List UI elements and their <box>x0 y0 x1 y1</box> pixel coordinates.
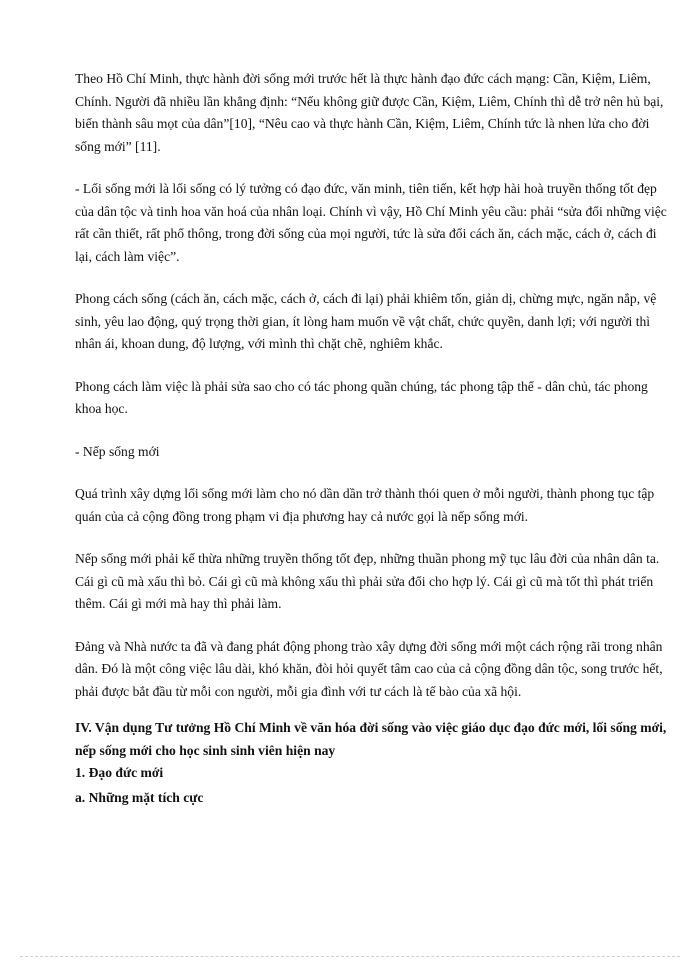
paragraph-ke-thua-truyen-thong: Nếp sống mới phải kế thừa những truyền thống tốt đẹp, những thuần phong mỹ tục lâu đời của nhân dân ta. Cái gì cũ mà xấu thì bỏ. Cái gì cũ mà không xấu thì phải sửa đổi cho hợp lý. Cái gì cũ mà tốt thì phát triển thêm. Cái gì mới mà hay thì phải làm. <box>75 551 660 611</box>
paragraph-qua-trinh-xay-dung: Quá trình xây dựng lối sống mới làm cho nó dần dần trở thành thói quen ở mỗi người, thành phong tục tập quán của cả cộng đồng trong phạm vi địa phương hay cả nước gọi là nếp sống mới. <box>75 486 655 524</box>
subheading-dao-duc-moi: 1. Đạo đức mới <box>75 765 164 780</box>
paragraph-phong-cach-lam-viec: Phong cách làm việc là phải sửa sao cho có tác phong quần chúng, tác phong tập thể - dân chủ, tác phong khoa học. <box>75 378 648 416</box>
section-heading-iv: IV. Vận dụng Tư tưởng Hồ Chí Minh về văn hóa đời sống vào việc giáo dục đạo đức mới, lối sống mới, nếp sống mới cho học sinh sinh viên hiện nay <box>75 720 667 758</box>
paragraph-can-kiem-liem-chinh: Theo Hồ Chí Minh, thực hành đời sống mới trước hết là thực hành đạo đức cách mạng: Cần, Kiệm, Liêm, Chính. Người đã nhiều lần khẳng định: “Nếu không giữ được Cần, Kiệm, Liêm, Chính thì dễ trở nên hủ bại, biến thành sâu mọt của dân”[10], “Nêu cao và thực hành Cần, Kiệm, Liêm, Chính tức là nhen lửa cho đời sống mới” [11]. <box>75 71 664 154</box>
document-page <box>75 68 667 811</box>
paragraph-nep-song-moi-label: - Nếp sống mới <box>75 443 160 459</box>
page-bottom-divider <box>20 956 680 957</box>
paragraph-dang-va-nha-nuoc: Đảng và Nhà nước ta đã và đang phát động phong trào xây dựng đời sống mới một cách rộng rãi trong nhân dân. Đó là một công việc lâu dài, khó khăn, đòi hỏi quyết tâm cao của cả cộng đồng dân tộc, song trước hết, phải được bắt đầu từ mỗi con người, mỗi gia đình với tư cách là tế bào của xã hội. <box>75 638 663 699</box>
subheading-mat-tich-cuc: a. Những mặt tích cực <box>75 789 204 805</box>
paragraph-phong-cach-song: Phong cách sống (cách ăn, cách mặc, cách ở, cách đi lại) phải khiêm tốn, giản dị, chừng mực, ngăn nắp, vệ sinh, yêu lao động, quý trọng thời gian, ít lòng ham muốn về vật chất, chức quyền, danh lợi; với người thì nhân ái, khoan dung, độ lượng, với mình thì chặt chẽ, nghiêm khắc. <box>75 291 657 351</box>
paragraph-loi-song-moi: - Lối sống mới là lối sống có lý tưởng có đạo đức, văn minh, tiên tiến, kết hợp hài hoà truyền thống tốt đẹp của dân tộc và tinh hoa văn hoá của nhân loại. Chính vì vậy, Hồ Chí Minh yêu cầu: phải “sửa đổi những việc rất cần thiết, rất phổ thông, trong đời sống của mọi người, tức là sửa đổi cách ăn, cách mặc, cách ở, cách đi lại, cách làm việc”. <box>75 181 667 264</box>
